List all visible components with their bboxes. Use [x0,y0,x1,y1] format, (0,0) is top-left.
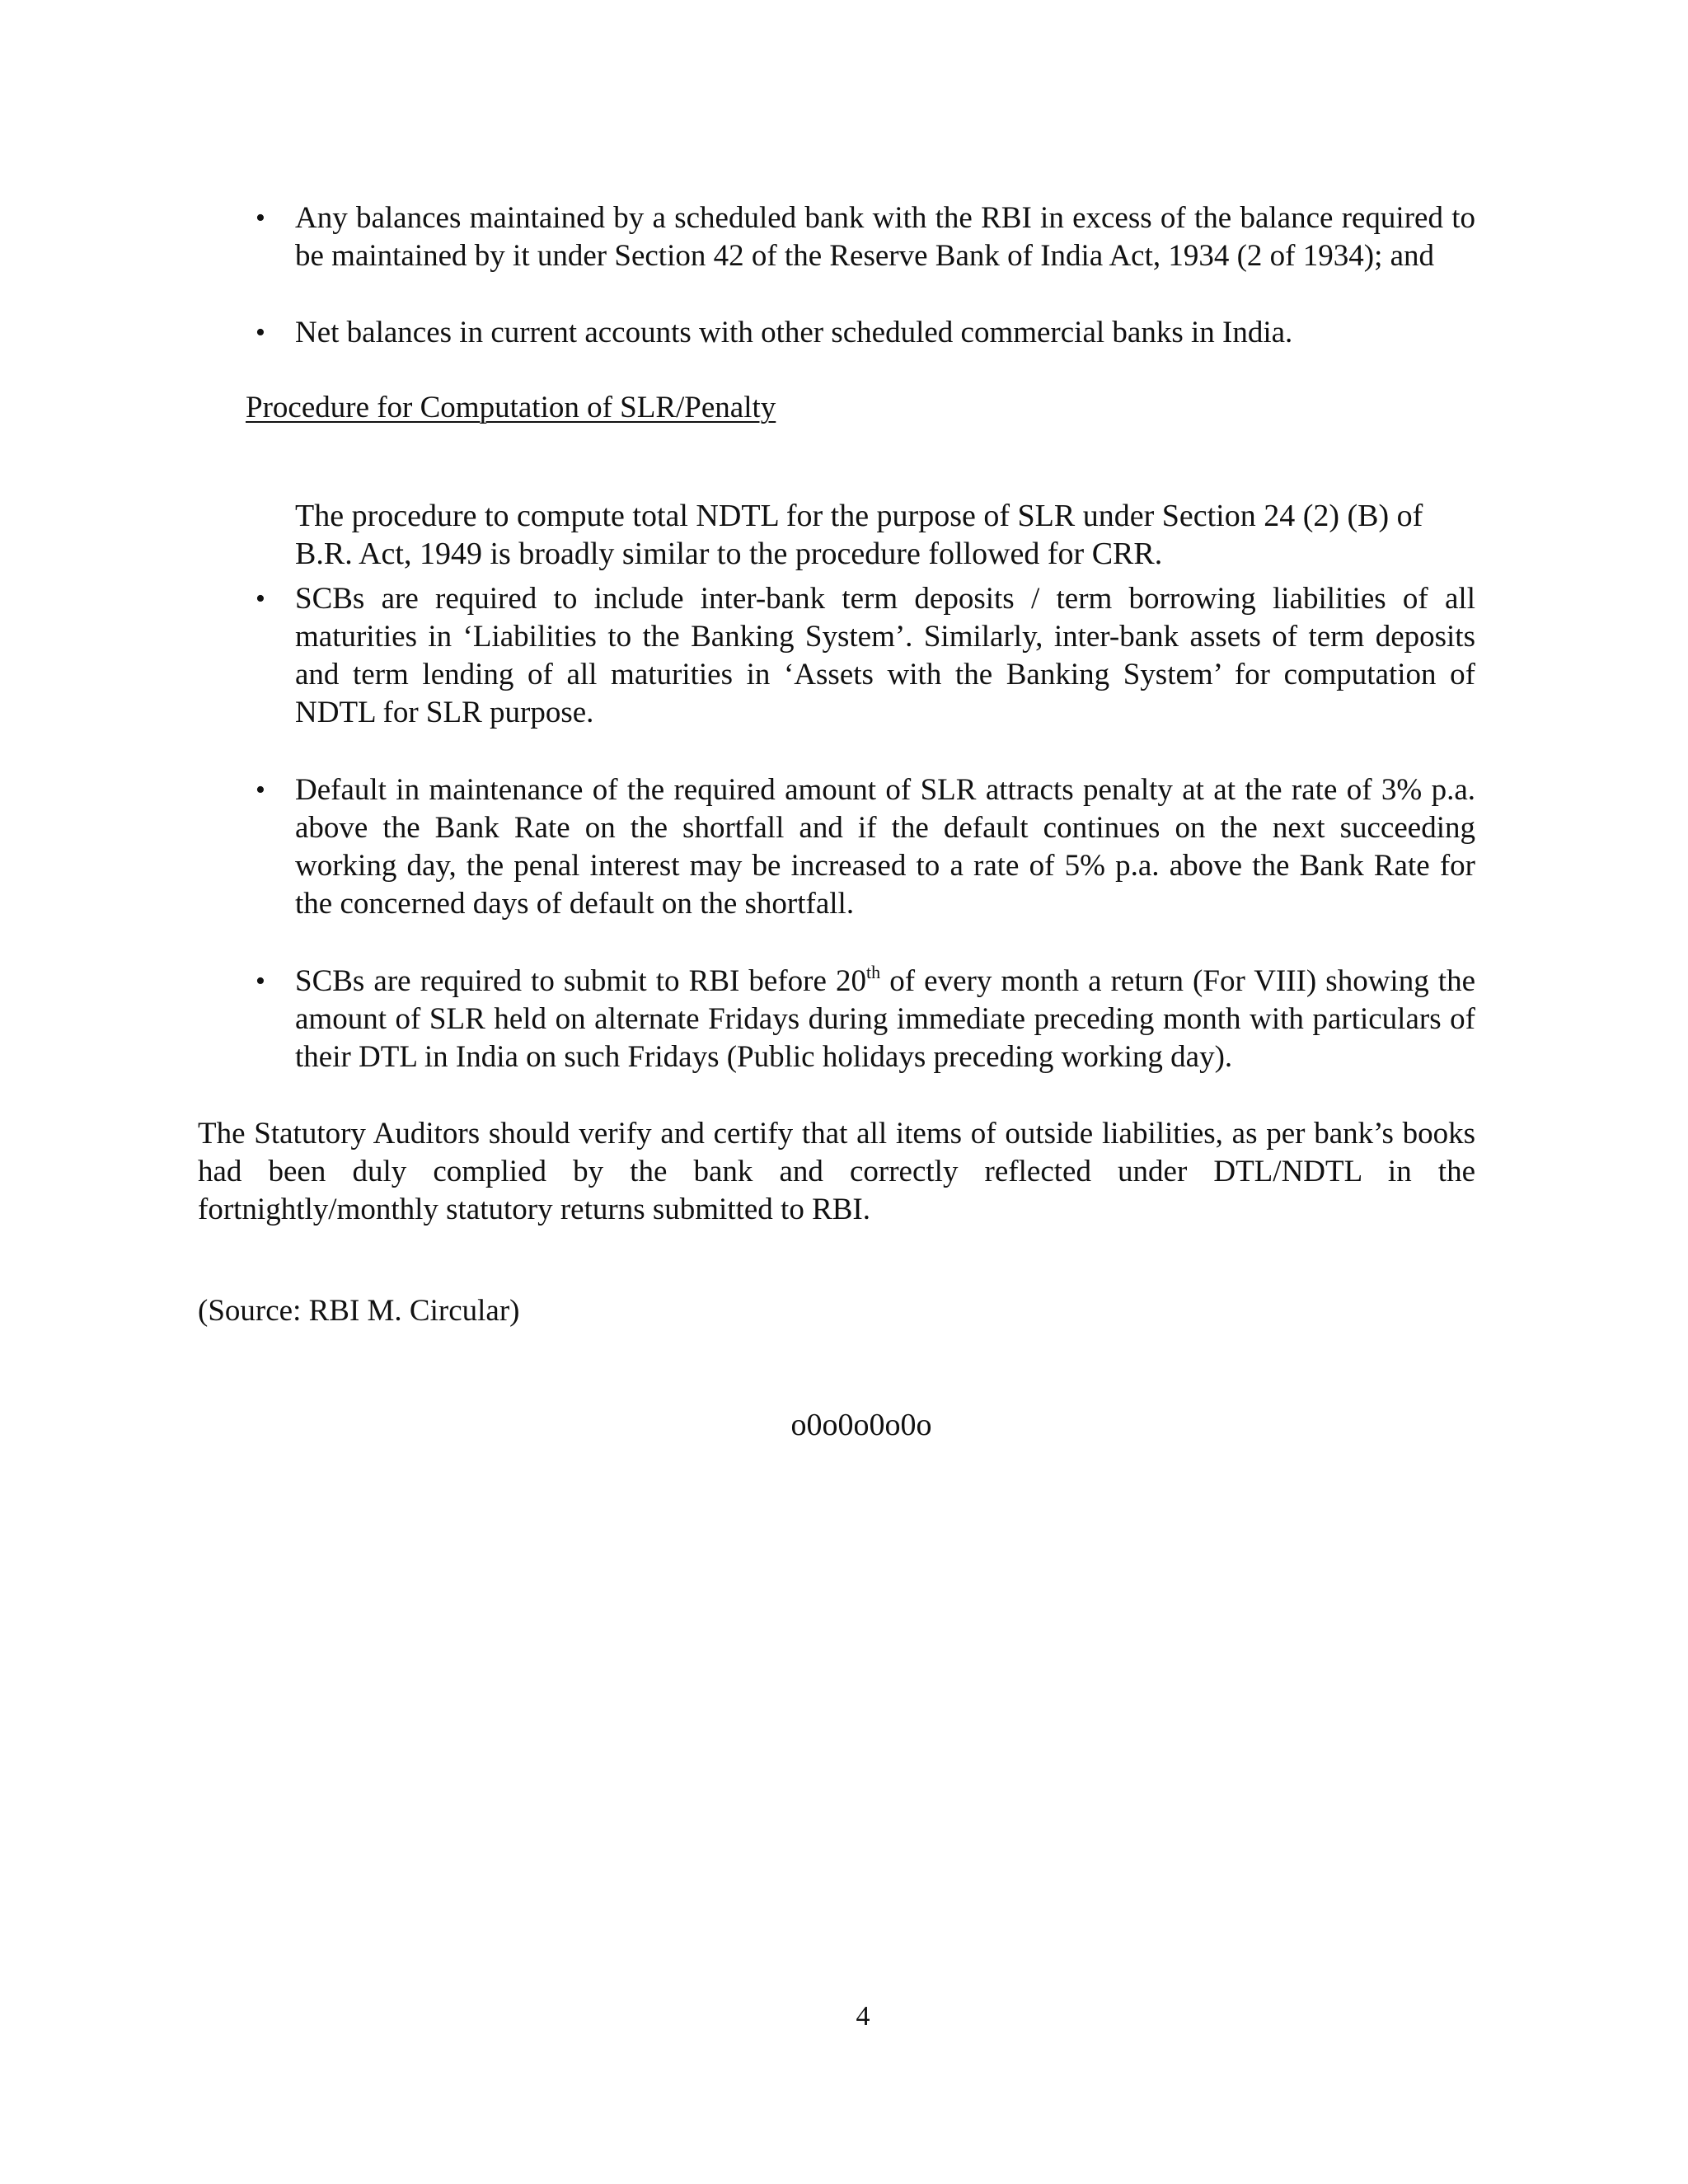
closing-paragraph: The Statutory Auditors should verify and certify that all items of outside liabilities, as per bank’s books had been duly complied by the bank and correctly reflected under DTL/NDTL in the fortnightly/monthly statutory returns submitted to RBI. [198,1117,1475,1226]
bullet-marker: • [256,203,265,233]
source-note: (Source: RBI M. Circular) [198,1294,520,1328]
section-heading: Procedure for Computation of SLR/Penalty [246,391,776,424]
bullet-text: Default in maintenance of the required amount of SLR attracts penalty at at the rate of 3% p.a. above the Bank Rate on the shortfall and if the default continues on the next succeeding working day, the penal interest may be increased to a rate of 5% p.a. above the Bank Rate for the concerned days of default on the shortfall. [295,773,1475,921]
page-number: 4 [856,2001,870,2032]
bullet-text-start: SCBs are required to submit to RBI before 20 [295,964,867,998]
bullet-item [256,771,1475,923]
bullet-text: Net balances in current accounts with other scheduled commercial banks in India. [295,316,1293,349]
bullet-text: Any balances maintained by a scheduled bank with the RBI in excess of the balance required to be maintained by it under Section 42 of the Reserve Bank of India Act, 1934 (2 of 1934); and [295,201,1475,273]
end-separator: o0o0o0o0o [790,1408,932,1442]
bullet-text [295,964,1475,1074]
bullet-marker: • [256,775,265,805]
bullet-item [256,199,1475,275]
ordinal-superscript: th [866,962,881,982]
bullet-item [256,962,1475,1076]
bullet-marker: • [256,317,265,348]
bullet-text: SCBs are required to include inter-bank term deposits / term borrowing liabilities of all maturities in ‘Liabilities to the Banking System’. Similarly, inter-bank assets of term deposits and term lending of all maturities in ‘Assets with the Banking System’ for computation of NDTL for SLR purpose. [295,582,1475,729]
bullet-item [256,580,1475,732]
bullet-marker: • [256,583,265,614]
bullet-text-end: of every month a return (For VIII) showing the amount of SLR held on alternate Fridays during immediate preceding month with particulars of their DTL in India on such Fridays (Public holidays preceding working day). [295,964,1475,1074]
bullet-item [256,314,1475,352]
bullet-marker: • [256,966,265,996]
lead-paragraph: The procedure to compute total NDTL for the purpose of SLR under Section 24 (2) (B) of B.R. Act, 1949 is broadly similar to the procedure followed for CRR. [295,499,1423,571]
